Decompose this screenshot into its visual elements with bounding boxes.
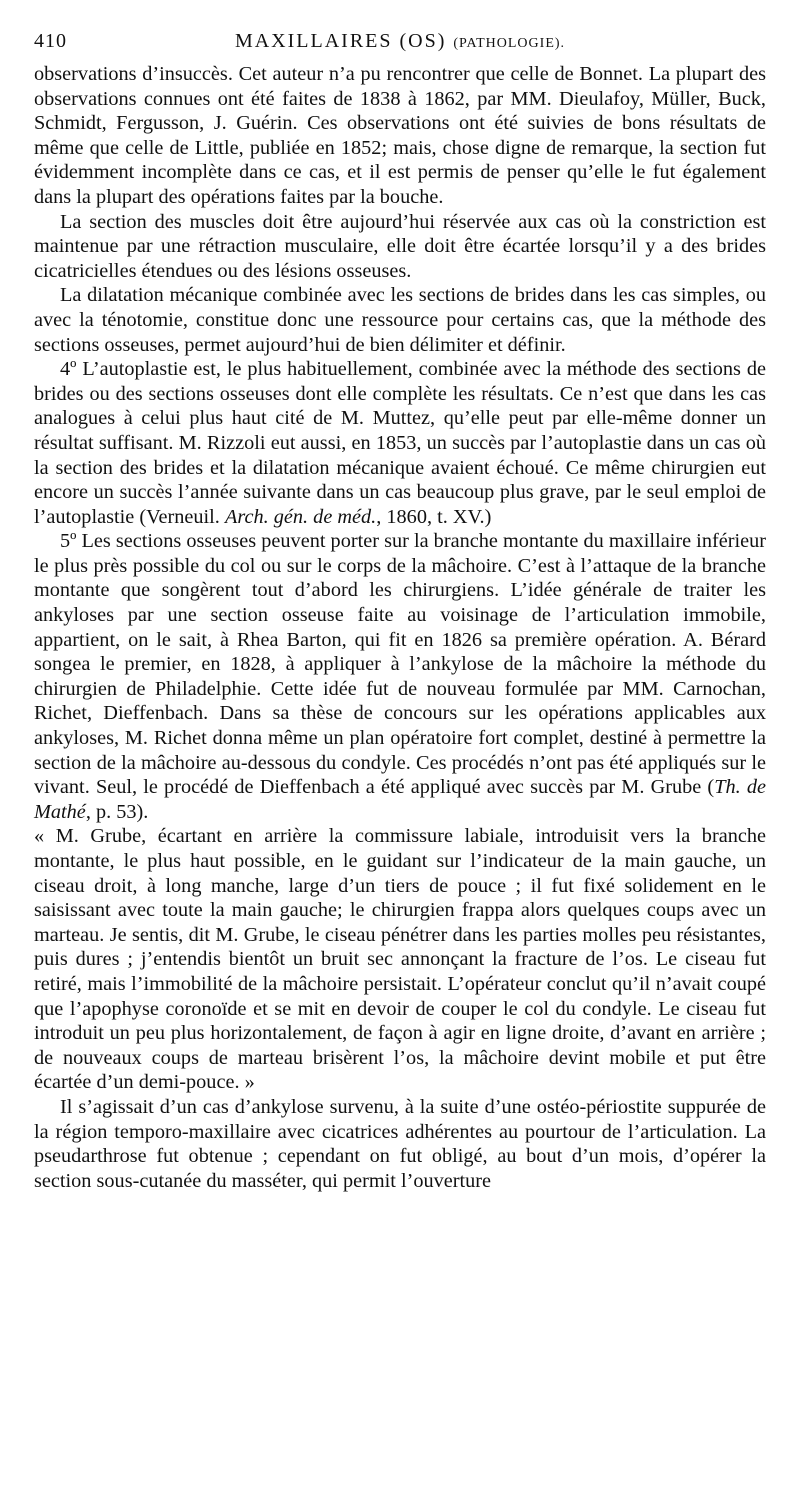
citation-tail: , p. 53). — [85, 800, 149, 823]
running-title: MAXILLAIRES (OS) — [234, 30, 447, 52]
paragraph-text: 4º L’autoplastie est, le plus habituellement, combinée avec la méthode des sections de brides ou des sections osseuses dont elle complète les résultats. Ce n’est que dans les cas analogues à celui plus haut cité de M. Muttez, qu’elle peut par elle-même donner un résultat suffisant. M. Rizzoli eut aussi, en 1853, un succès par l’autoplastie dans un cas où la section des brides et la dilatation mécanique avaient échoué. Ce même chirurgien eut encore un succès l’année suivante dans un cas beaucoup plus grave, par le seul emploi de l’autoplastie (Verneuil. — [34, 358, 766, 528]
quotation-paragraph: « M. Grube, écartant en arrière la commissure labiale, introduisit vers la branche montante, le plus haut possible, en le guidant sur l’indicateur de la main gauche, un ciseau droit, à long manche, large d’un tiers de pouce ; il fut fixé solidement en le saisissant avec toute la main gauche; le chirurgien frappa alors quelques coups avec un marteau. Je sentis, dit M. Grube, le ciseau pénétrer dans les parties molles peu résistantes, puis dures ; j’entendis bientôt un bruit sec annonçant la fracture de l’os. Le ciseau fut retiré, mais l’immobilité de la mâchoire persistait. L’opérateur conclut qu’il n’avait coupé que l’apophyse coronoïde et se mit en devoir de couper le col du condyle. Le ciseau fut introduit un peu plus horizontalement, de façon à agir en ligne droite, d’avant en arrière ; de nouveaux coups de marteau brisèrent l’os, la mâchoire devint mobile et put être écartée d’un demi-pouce. » — [34, 825, 766, 1094]
paragraph-text: 5º Les sections osseuses peuvent porter sur la branche montante du maxillaire inférieur le plus près possible du col ou sur le corps de la mâchoire. C’est à l’attaque de la branche montante que songèrent tout d’abord les chirurgiens. L’idée générale de traiter les ankyloses par une section osseuse faite au voisinage de l’articulation immobile, appartient, on le sait, à Rhea Barton, qui fit en 1826 sa première opération. A. Bérard songea le premier, en 1828, à appliquer à l’ankylose de la mâchoire la méthode du chirurgien de Philadelphie. Cette idée fut de nouveau formulée par MM. Carnochan, Richet, Dieffenbach. Dans sa thèse de concours sur les opérations applicables aux ankyloses, M. Richet donna même un plan opératoire fort complet, destiné à permettre la section de la mâchoire au-dessous du condyle. Ces procédés n’ont pas été appliqués sur le vivant. Seul, le procédé de Dieffenbach a été appliqué avec succès par M. Grube ( — [34, 530, 766, 799]
running-section: (PATHOLOGIE). — [453, 36, 566, 51]
paragraph-sections-osseuses — [34, 529, 766, 824]
citation-reference: Th. de Mathé — [34, 776, 766, 823]
body-text — [34, 62, 766, 1193]
paragraph: observations d’insuccès. Cet auteur n’a pu rencontrer que celle de Bonnet. La plupart des observations connues ont été faites de 1838 à 1862, par MM. Dieulafoy, Müller, Buck, Schmidt, Fergusson, J. Guérin. Ces observations ont été suivies de bons résultats de même que celle de Little, publiée en 1852; mais, chose digne de remarque, la section fut évidemment incomplète dans ce cas, et il est permis de penser qu’elle le fut également dans la plupart des opérations faites par la bouche. — [34, 63, 766, 208]
paragraph: Il s’agissait d’un cas d’ankylose survenu, à la suite d’une ostéo-périostite suppurée de la région temporo-maxillaire avec cicatrices adhérentes au pourtour de l’articulation. La pseudarthrose fut obtenue ; cependant on fut obligé, au bout d’un mois, d’opérer la section sous-cutanée du masséter, qui permit l’ouverture — [34, 1095, 766, 1192]
running-head — [34, 30, 766, 53]
paragraph: La dilatation mécanique combinée avec les sections de brides dans les cas simples, ou avec la ténotomie, constitue donc une ressource pour certains cas, que la méthode des sections osseuses, permet aujourd’hui de bien délimiter et définir. — [34, 284, 766, 356]
page-number: 410 — [34, 30, 67, 52]
paragraph-autoplastie — [34, 357, 766, 529]
paragraph: La section des muscles doit être aujourd’hui réservée aux cas où la constriction est maintenue par une rétraction musculaire, elle doit être écartée lorsqu’il y a des brides cicatricielles étendues ou des lésions osseuses. — [34, 210, 766, 282]
citation-tail: , 1860, t. XV.) — [376, 505, 492, 528]
page-header — [34, 28, 766, 62]
citation-reference: Arch. gén. de méd. — [224, 505, 377, 528]
document-page — [34, 28, 766, 1193]
